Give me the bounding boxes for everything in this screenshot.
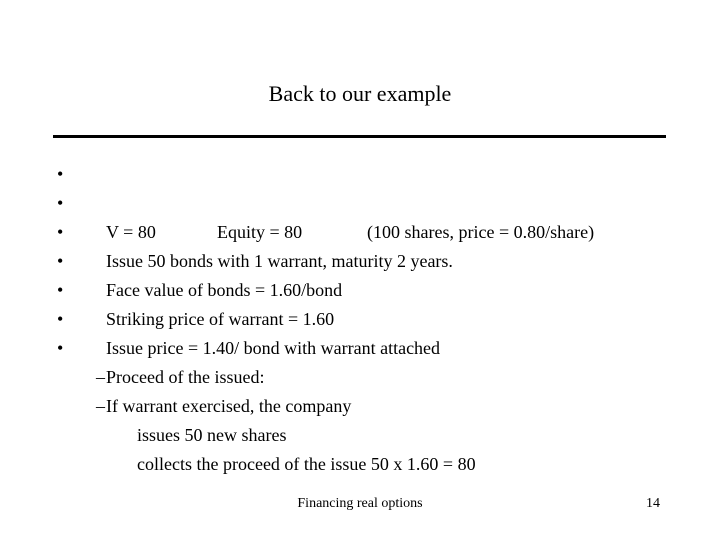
bullet-text: Issue 50 bonds with 1 warrant, maturity 2 years.: [106, 251, 453, 271]
shares-text: (100 shares, price = 0.80/share): [367, 222, 595, 242]
bullet-icon: •: [57, 164, 64, 184]
bullet-text: If warrant exercised, the company: [106, 396, 352, 416]
equity-text: Equity = 80: [217, 222, 303, 242]
bullet-text: Striking price of warrant = 1.60: [106, 309, 335, 329]
dash-icon: –: [96, 396, 105, 416]
title-divider: [53, 135, 666, 138]
sub-bullet-text: collects the proceed of the issue 50 x 1.60 = 80: [137, 454, 476, 474]
bullet-icon: •: [57, 338, 64, 358]
bullet-icon: •: [57, 280, 64, 300]
footer-text: Financing real options: [297, 496, 423, 511]
bullet-icon: •: [57, 251, 64, 271]
bullet-icon: •: [57, 222, 64, 242]
sub-bullet-text: issues 50 new shares: [137, 425, 287, 445]
bullet-text: Proceed of the issued:: [106, 367, 265, 387]
bullet-icon: •: [57, 193, 64, 213]
slide-title: Back to our example: [268, 81, 452, 106]
bullet-icon: •: [57, 309, 64, 329]
dash-icon: –: [96, 367, 105, 387]
bullet-text: Issue price = 1.40/ bond with warrant attached: [106, 338, 441, 358]
bullet-item: [57, 160, 595, 242]
value-text: V = 80: [106, 222, 156, 242]
bullet-text: Face value of bonds = 1.60/bond: [106, 280, 343, 300]
bullet-list: [57, 160, 595, 474]
page-number: 14: [646, 496, 660, 511]
